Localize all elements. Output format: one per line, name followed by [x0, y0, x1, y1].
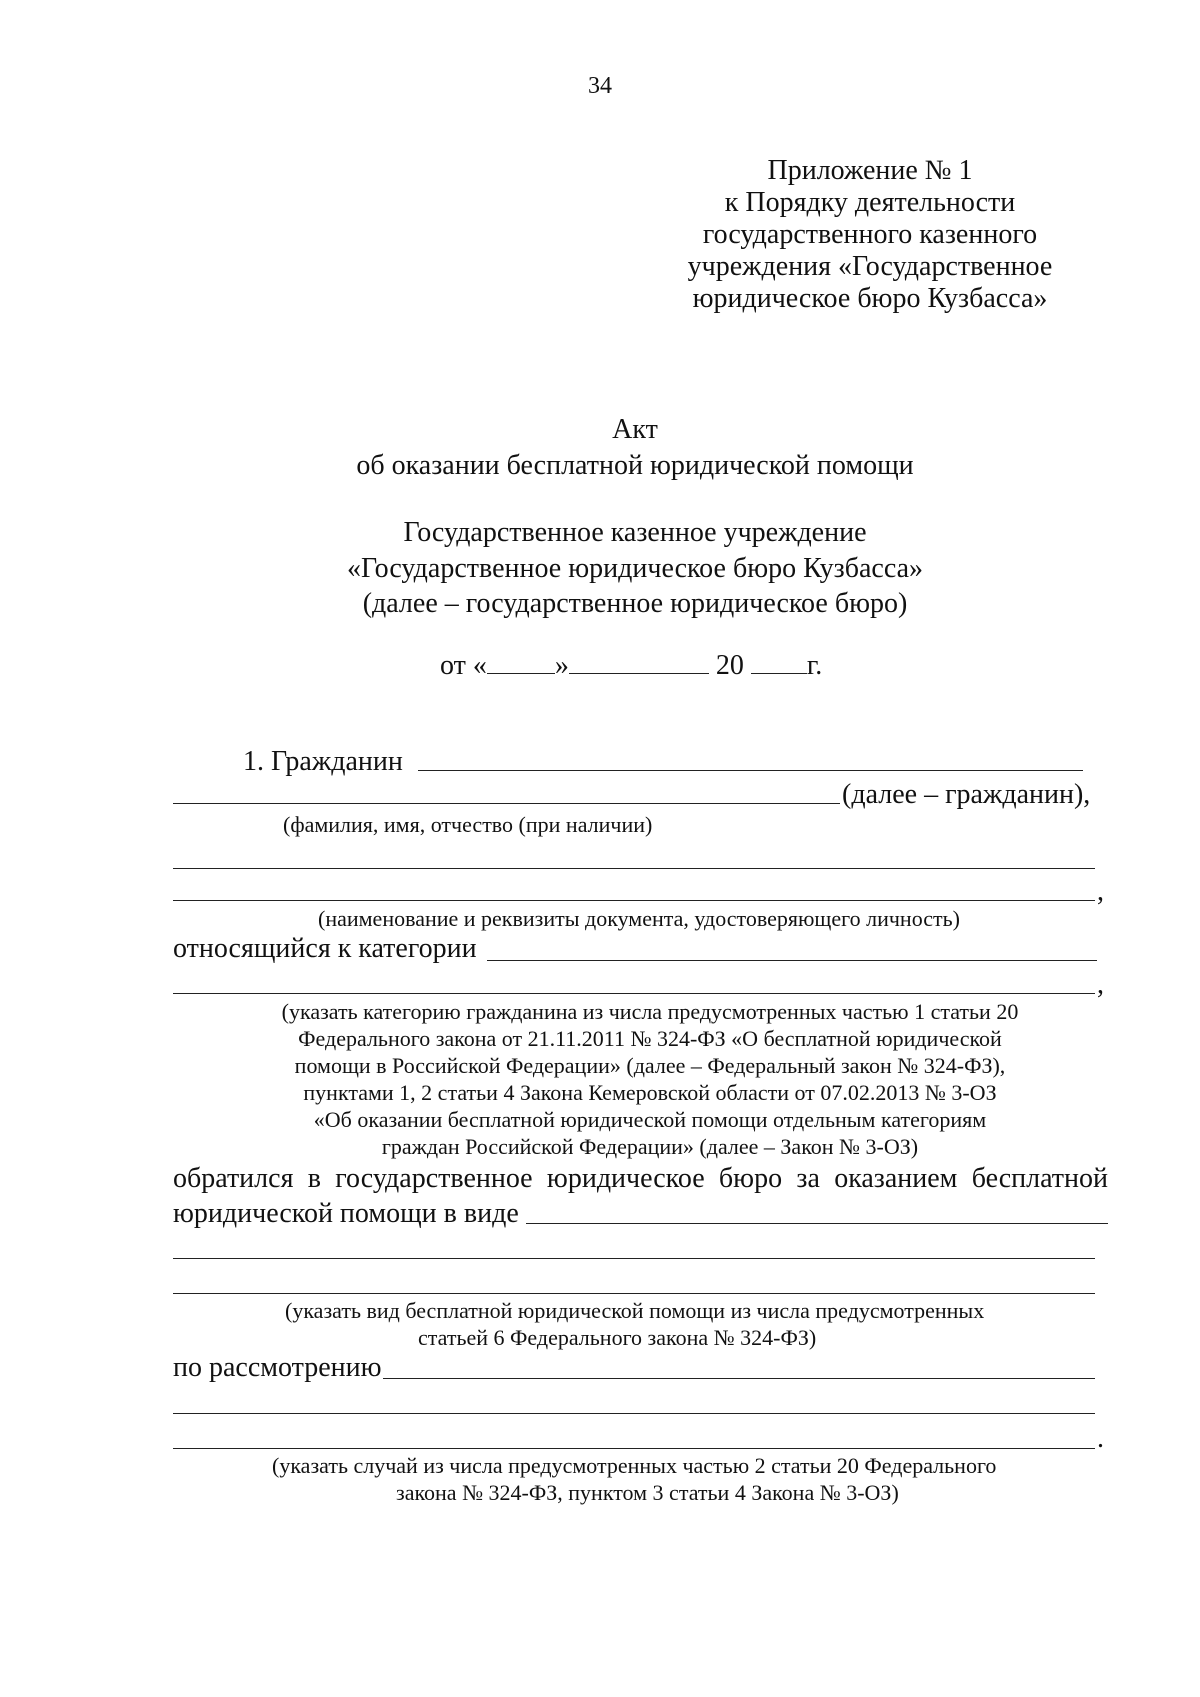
fio-caption: (фамилия, имя, отчество (при наличии) — [283, 812, 653, 837]
case-caption: (указать случай из числа предусмотренных частью 2 статьи 20 Федерального — [272, 1453, 997, 1478]
org-line: Государственное казенное учреждение — [403, 517, 867, 548]
document-title: Акт — [612, 414, 658, 445]
date-prefix: от « — [440, 650, 487, 681]
doc-field-2[interactable] — [173, 900, 1095, 901]
review-field-2[interactable] — [173, 1413, 1095, 1414]
caption-line: Федерального закона от 21.11.2011 № 324-ФЗ «О бесплатной юридической — [298, 1026, 1002, 1051]
document-subtitle: об оказании бесплатной юридической помощи — [356, 450, 914, 481]
assistance-type-field-1[interactable] — [526, 1223, 1108, 1224]
appendix-line: Приложение № 1 — [767, 155, 973, 186]
assistance-type-field-3[interactable] — [173, 1293, 1095, 1294]
appendix-block — [660, 155, 1080, 315]
caption-line: пунктами 1, 2 статьи 4 Закона Кемеровской области от 07.02.2013 № 3-ОЗ — [303, 1080, 997, 1105]
category-field-2[interactable] — [173, 993, 1095, 994]
category-caption — [150, 998, 1150, 1160]
appendix-line: учреждения «Государственное — [687, 251, 1053, 282]
org-line: «Государственное юридическое бюро Кузбасса» — [346, 553, 924, 584]
caption-line: (указать категорию гражданина из числа предусмотренных частью 1 статьи 20 — [281, 999, 1019, 1024]
caption-line: помощи в Российской Федерации» (далее – Федеральный закон № 324-ФЗ), — [294, 1053, 1006, 1078]
comma: , — [1097, 969, 1104, 1000]
doc-caption: (наименование и реквизиты документа, удостоверяющего личность) — [318, 906, 960, 931]
date-suffix: г. — [806, 650, 823, 681]
date-mid: » — [554, 650, 569, 681]
appendix-line: к Порядку деятельности — [724, 187, 1016, 218]
applied-text: обратился в государственное юридическое бюро за оказанием бесплатной — [173, 1163, 1108, 1194]
review-field-3[interactable] — [173, 1448, 1095, 1449]
date-year: 20 — [715, 650, 744, 681]
review-field-1[interactable] — [383, 1378, 1095, 1379]
applied-text-2: юридической помощи в виде — [173, 1198, 519, 1229]
comma: , — [1097, 876, 1104, 907]
caption-line: «Об оказании бесплатной юридической помощи отдельным категориям — [313, 1107, 987, 1132]
page-number: 34 — [588, 73, 612, 99]
type-caption: статьей 6 Федерального закона № 324-ФЗ) — [418, 1325, 817, 1350]
citizen-label: 1. Гражданин — [243, 746, 403, 777]
citizen-field[interactable] — [418, 770, 1083, 771]
year-field[interactable] — [751, 651, 807, 674]
caption-line: граждан Российской Федерации» (далее – Закон № 3-ОЗ) — [381, 1134, 919, 1159]
review-label: по рассмотрению — [173, 1352, 382, 1383]
assistance-type-field-2[interactable] — [173, 1258, 1095, 1259]
category-label: относящийся к категории — [173, 933, 477, 964]
fio-field[interactable] — [173, 803, 840, 804]
date-line — [440, 650, 822, 682]
day-field[interactable] — [487, 651, 555, 674]
category-field-1[interactable] — [487, 960, 1097, 961]
hereinafter-citizen: (далее – гражданин), — [842, 779, 1091, 810]
case-caption: закона № 324-ФЗ, пунктом 3 статьи 4 Закона № 3-ОЗ) — [396, 1480, 899, 1505]
doc-field-1[interactable] — [173, 868, 1095, 869]
org-line: (далее – государственное юридическое бюро) — [362, 588, 908, 619]
appendix-line: юридическое бюро Кузбасса» — [692, 283, 1048, 314]
period: . — [1097, 1423, 1104, 1454]
month-field[interactable] — [569, 651, 709, 674]
type-caption: (указать вид бесплатной юридической помощи из числа предусмотренных — [285, 1298, 985, 1323]
appendix-line: государственного казенного — [702, 219, 1038, 250]
